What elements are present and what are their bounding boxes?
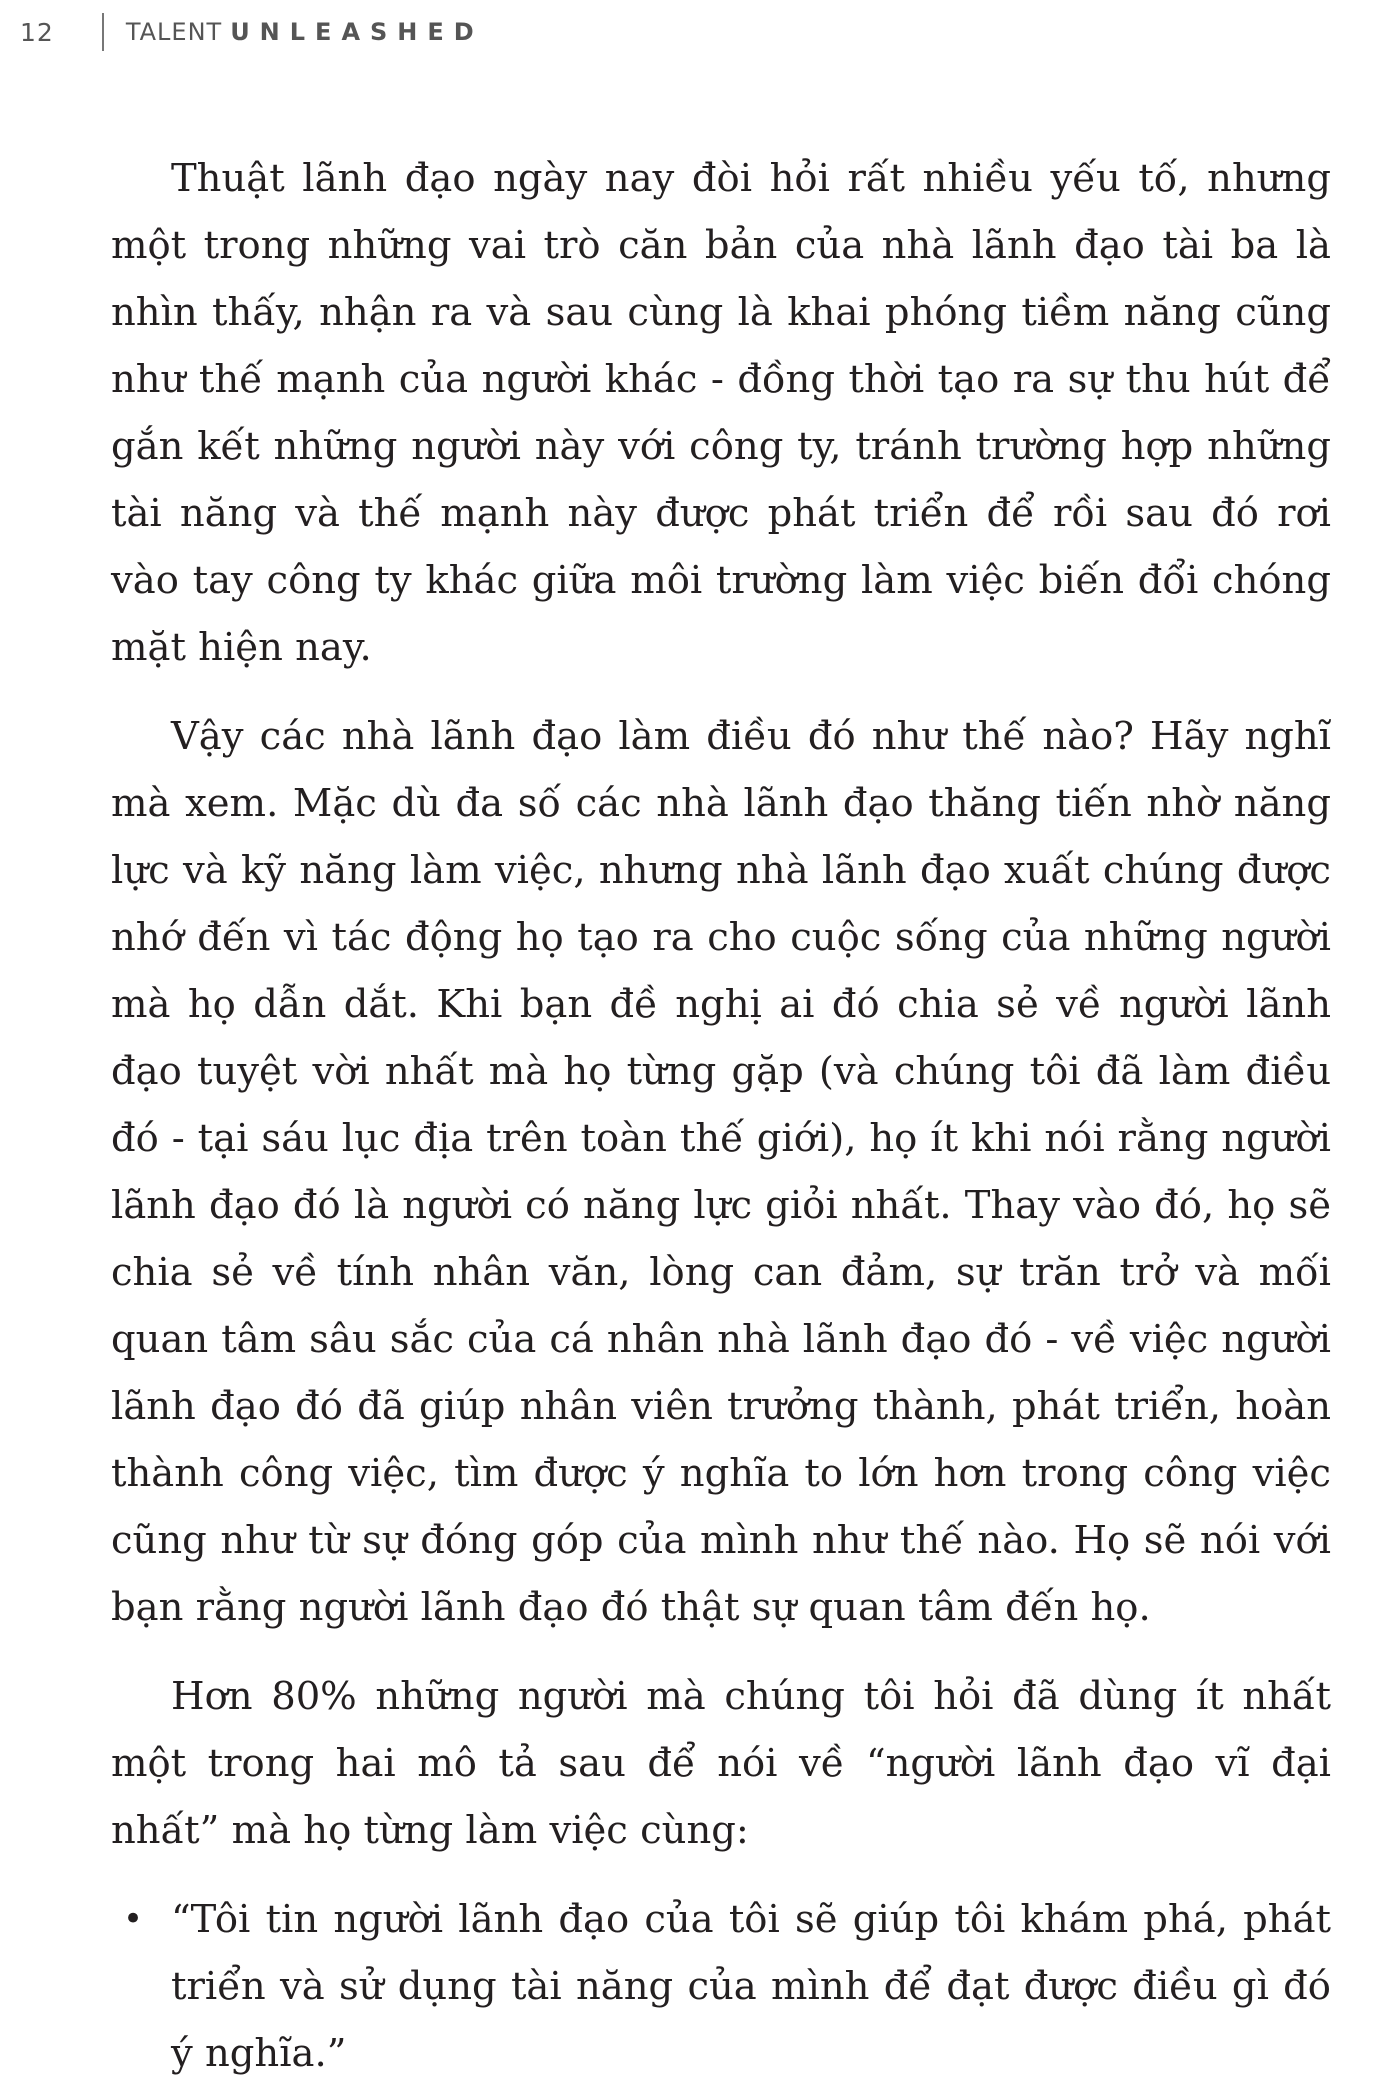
bullet-icon: • bbox=[123, 1899, 144, 1939]
paragraph-3: Hơn 80% những người mà chúng tôi hỏi đã dùng ít nhất một trong hai mô tả sau để nói về “người lãnh đạo vĩ đại nhất” mà họ từng làm việc cùng: bbox=[111, 1674, 1331, 1853]
paragraph-2: Vậy các nhà lãnh đạo làm điều đó như thế nào? Hãy nghĩ mà xem. Mặc dù đa số các nhà lãnh đạo thăng tiến nhờ năng lực và kỹ năng làm việc, nhưng nhà lãnh đạo xuất chúng được nhớ đến vì tác động họ tạo ra cho cuộc sống của những người mà họ dẫn dắt. Khi bạn đề nghị ai đó chia sẻ về người lãnh đạo tuyệt vời nhất mà họ từng gặp (và chúng tôi đã làm điều đó - tại sáu lục địa trên toàn thế giới), họ ít khi nói rằng người lãnh đạo đó là người có năng lực giỏi nhất. Thay vào đó, họ sẽ chia sẻ về tính nhân văn, lòng can đảm, sự trăn trở và mối quan tâm sâu sắc của cá nhân nhà lãnh đạo đó - về việc người lãnh đạo đó đã giúp nhân viên trưởng thành, phát triển, hoàn thành công việc, tìm được ý nghĩa to lớn hơn trong công việc cũng như từ sự đóng góp của mình như thế nào. Họ sẽ nói với bạn rằng người lãnh đạo đó thật sự quan tâm đến họ. bbox=[111, 714, 1331, 1630]
paragraph-1: Thuật lãnh đạo ngày nay đòi hỏi rất nhiều yếu tố, nhưng một trong những vai trò căn bản của nhà lãnh đạo tài ba là nhìn thấy, nhận ra và sau cùng là khai phóng tiềm năng cũng như thế mạnh của người khác - đồng thời tạo ra sự thu hút để gắn kết những người này với công ty, tránh trường hợp những tài năng và thế mạnh này được phát triển để rồi sau đó rơi vào tay công ty khác giữa môi trường làm việc biến đổi chóng mặt hiện nay. bbox=[111, 156, 1331, 670]
running-title-bold: UNLEASHED bbox=[230, 18, 484, 46]
bullet-text: “Tôi tin người lãnh đạo của tôi sẽ giúp tôi khám phá, phát triển và sử dụng tài năng của mình để đạt được điều gì đó ý nghĩa.” bbox=[171, 1897, 1331, 2076]
quote-list bbox=[111, 1886, 1331, 2087]
page-body bbox=[111, 145, 1331, 2087]
running-title bbox=[126, 18, 484, 46]
running-title-light: TALENT bbox=[125, 18, 223, 46]
header-divider bbox=[102, 13, 104, 51]
page-number: 12 bbox=[20, 17, 54, 47]
list-item bbox=[111, 1886, 1331, 2087]
running-header bbox=[20, 12, 484, 52]
